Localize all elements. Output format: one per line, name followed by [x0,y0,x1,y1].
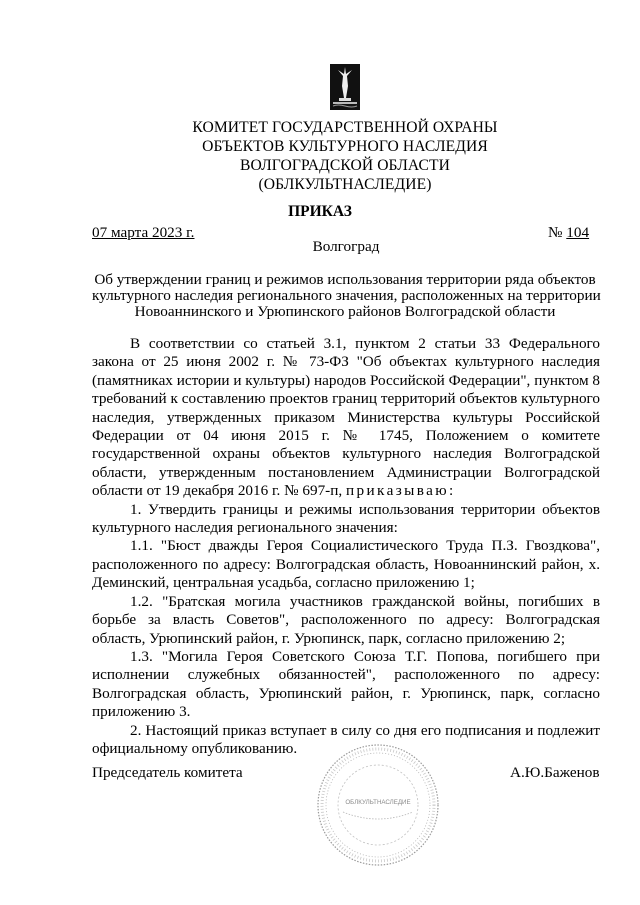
order-subject [92,271,601,320]
official-seal-icon [315,742,441,868]
preamble-text: В соответствии со статьей 3.1, пунктом 2 статьи 33 Федерального закона от 25 июня 2002 г. № 73-ФЗ "Об объектах культурного наследия (памятниках истории и культуры) народов Российской Федерации", пунктом 8 требований к составлению проектов границ территорий объектов культурного наследия, утвержденных приказом Министерства культуры Российской Федерации от 04 июня 2015 г. № 1745, Положением о комитете государственной охраны объектов культурного наследия Волгоградской области, утвержденным постановлением Администрации Волгоградской области от 19 декабря 2016 г. № 697-п, [92,335,600,500]
header-line-1: КОМИТЕТ ГОСУДАРСТВЕННОЙ ОХРАНЫ [192,119,498,136]
header-line-3: ВОЛГОГРАДСКОЙ ОБЛАСТИ [240,157,450,174]
signer-role: Председатель комитета [92,764,243,781]
subject-line-1: Об утверждении границ и режимов использования территории ряда объектов [94,271,596,288]
signer-name: А.Ю.Баженов [510,764,600,781]
volgograd-emblem-icon [330,64,360,110]
document-title: ПРИКАЗ [288,203,352,220]
item-1: 1. Утвердить границы и режимы использования территории объектов культурного наследия регионального значения: [92,500,600,537]
item-1-3: 1.3. "Могила Героя Советского Союза Т.Г. Попова, погибшего при исполнении служебных обязанностей", расположенного по адресу: Волгоградская область, Урюпинский район, г. Урюпинск, парк, согласно приложению 3. [92,647,600,721]
item-1-1: 1.1. "Бюст дважды Героя Социалистического Труда П.З. Гвоздкова", расположенного по адресу: Волгоградская область, Новоаннинский район, х. Деминский, центральная усадьба, согласно приложению 1; [92,537,600,592]
header-line-2: ОБЪЕКТОВ КУЛЬТУРНОГО НАСЛЕДИЯ [202,138,488,155]
order-date: 07 марта 2023 г. [92,224,195,241]
order-word: приказываю: [345,482,456,500]
header-line-4: (ОБЛКУЛЬТНАСЛЕДИЕ) [258,176,432,193]
preamble-paragraph [92,335,600,501]
seal-text: ОБЛКУЛЬТНАСЛЕДИЕ [345,799,411,806]
order-number-value: 104 [566,224,590,241]
order-number-prefix: № [548,224,567,241]
subject-line-3: Новоаннинского и Урюпинского районов Волгоградской области [134,303,556,320]
order-city: Волгоград [312,238,380,255]
organization-header [150,118,540,194]
subject-line-2: культурного наследия регионального значения, расположенных на территории [92,287,601,304]
order-body [92,335,600,758]
item-2: 2. Настоящий приказ вступает в силу со дня его подписания и подлежит официальному опубликованию. [92,721,600,757]
item-1-2: 1.2. "Братская могила участников гражданской войны, погибших в борьбе за власть Советов", расположенного по адресу: Волгоградская область, Урюпинский район, г. Урюпинск, парк, согласно приложению 2; [92,592,600,647]
